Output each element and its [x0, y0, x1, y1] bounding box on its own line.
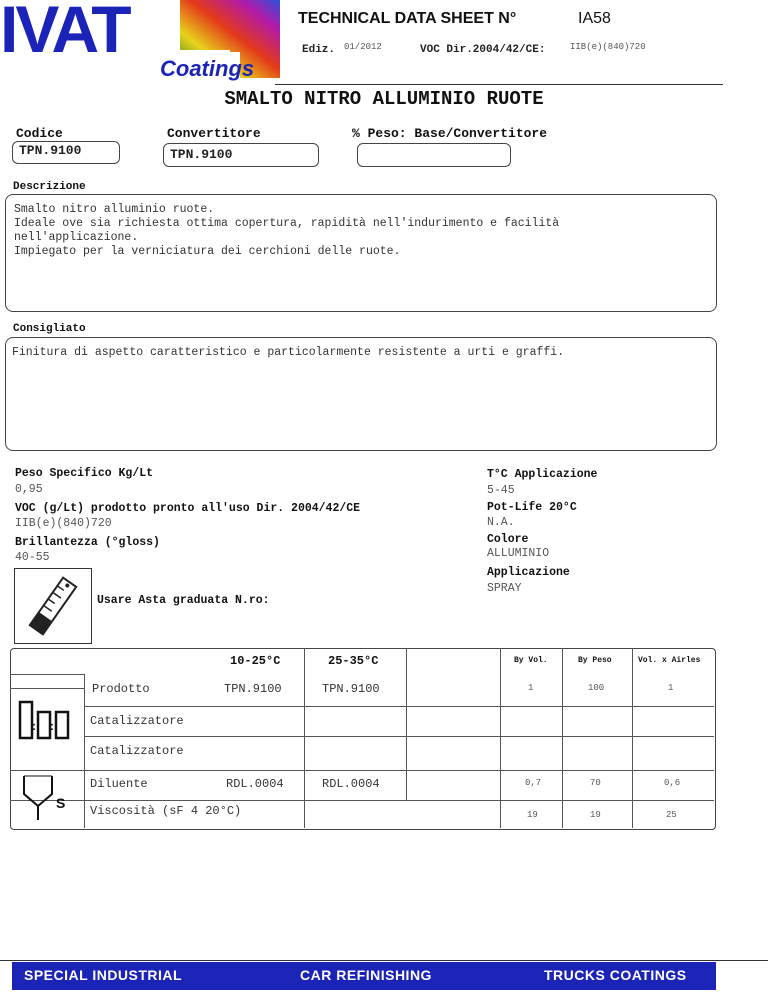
voc-value: IIB(e)(840)720 — [15, 517, 112, 530]
header-vol-airles: Vol. x Airles — [638, 656, 701, 665]
convertitore-value: TPN.9100 — [170, 147, 233, 162]
viscosity-icon-letter: S — [56, 795, 66, 811]
brillantezza-label: Brillantezza (°gloss) — [15, 536, 160, 549]
applicazione-value: SPRAY — [487, 582, 522, 595]
voc-label: VOC (g/Lt) prodotto pronto all'uso Dir. 2004/42/CE — [15, 502, 361, 515]
peso-specifico-value: 0,95 — [15, 483, 43, 496]
row-diluente-c2: RDL.0004 — [322, 777, 380, 791]
tds-code: IA58 — [578, 10, 611, 27]
pot-life-label: Pot-Life 20°C — [487, 501, 577, 514]
footer-trucks-coatings: TRUCKS COATINGS — [544, 967, 687, 983]
asta-label: Usare Asta graduata N.ro: — [97, 594, 270, 607]
row-viscosita-vol: 19 — [527, 810, 538, 820]
voc-header-value: IIB(e)(840)720 — [570, 42, 646, 52]
footer-car-refinishing: CAR REFINISHING — [300, 967, 432, 983]
header-by-vol: By Vol. — [514, 656, 548, 665]
row-prodotto-c2: TPN.9100 — [322, 682, 380, 696]
header-temp-2: 25-35°C — [328, 654, 379, 668]
row-prodotto-vol: 1 — [528, 683, 534, 693]
row-prodotto-peso: 100 — [588, 683, 605, 693]
header-temp-1: 10-25°C — [230, 654, 281, 668]
mixing-cans-icon — [14, 692, 80, 744]
footer-special-industrial: SPECIAL INDUSTRIAL — [24, 967, 183, 983]
row-viscosita-name: Viscosità (sF 4 20°C) — [90, 804, 242, 818]
viscosity-cup-icon — [16, 772, 78, 824]
convertitore-label: Convertitore — [167, 126, 261, 141]
descrizione-text: Smalto nitro alluminio ruote. Ideale ove sia richiesta ottima copertura, rapidità nell'indurimento e facilità nell'applicazione. Impiegato per la verniciatura dei cerchioni delle ruote. — [14, 203, 560, 258]
row-prodotto-c1: TPN.9100 — [224, 682, 282, 696]
row-diluente-airles: 0,6 — [664, 778, 681, 788]
peso-field — [357, 143, 511, 167]
row-prodotto-name: Prodotto — [92, 682, 150, 696]
colore-label: Colore — [487, 533, 529, 546]
row-viscosita-airles: 25 — [666, 810, 677, 820]
header-divider — [275, 84, 723, 85]
consigliato-label: Consigliato — [13, 323, 86, 335]
brand-sub: Coatings — [160, 56, 255, 81]
measuring-stick-icon — [14, 568, 92, 644]
colore-value: ALLUMINIO — [487, 547, 550, 560]
temp-applicazione-value: 5-45 — [487, 484, 515, 497]
svg-text::: : — [32, 719, 36, 733]
tds-title: TECHNICAL DATA SHEET N° — [298, 10, 517, 27]
footer-banner — [12, 962, 716, 990]
row-diluente-peso: 70 — [590, 778, 601, 788]
convertitore-field — [163, 143, 319, 167]
consigliato-text: Finitura di aspetto caratteristico e particolarmente resistente a urti e graffi. — [12, 346, 565, 359]
ediz-value: 01/2012 — [344, 42, 382, 52]
row-catalizzatore-2-name: Catalizzatore — [90, 744, 184, 758]
peso-label: % Peso: Base/Convertitore — [352, 126, 548, 141]
page-title: SMALTO NITRO ALLUMINIO RUOTE — [224, 88, 544, 110]
row-catalizzatore-1-name: Catalizzatore — [90, 714, 184, 728]
row-prodotto-airles: 1 — [668, 683, 674, 693]
peso-specifico-label: Peso Specifico Kg/Lt — [15, 467, 154, 480]
ediz-label: Ediz. — [302, 44, 336, 56]
mix-table — [10, 648, 716, 830]
row-diluente-vol: 0,7 — [525, 778, 542, 788]
applicazione-label: Applicazione — [487, 566, 570, 579]
codice-value: TPN.9100 — [19, 143, 82, 158]
brand-wordmark: IVAT — [0, 0, 129, 66]
row-diluente-c1: RDL.0004 — [226, 777, 284, 791]
codice-label: Codice — [16, 126, 63, 141]
peso-value — [358, 144, 510, 146]
pot-life-value: N.A. — [487, 516, 515, 529]
footer-divider — [0, 960, 768, 961]
brillantezza-value: 40-55 — [15, 551, 50, 564]
ivat-logo — [0, 0, 280, 82]
row-diluente-name: Diluente — [90, 777, 148, 791]
codice-field — [12, 141, 120, 164]
svg-text::: : — [50, 719, 54, 733]
voc-header-label: VOC Dir.2004/42/CE: — [420, 44, 546, 56]
header-by-peso: By Peso — [578, 656, 612, 665]
descrizione-label: Descrizione — [13, 181, 86, 193]
row-viscosita-peso: 19 — [590, 810, 601, 820]
consigliato-box — [5, 337, 717, 451]
temp-applicazione-label: T°C Applicazione — [487, 468, 598, 481]
descrizione-box — [5, 194, 717, 312]
